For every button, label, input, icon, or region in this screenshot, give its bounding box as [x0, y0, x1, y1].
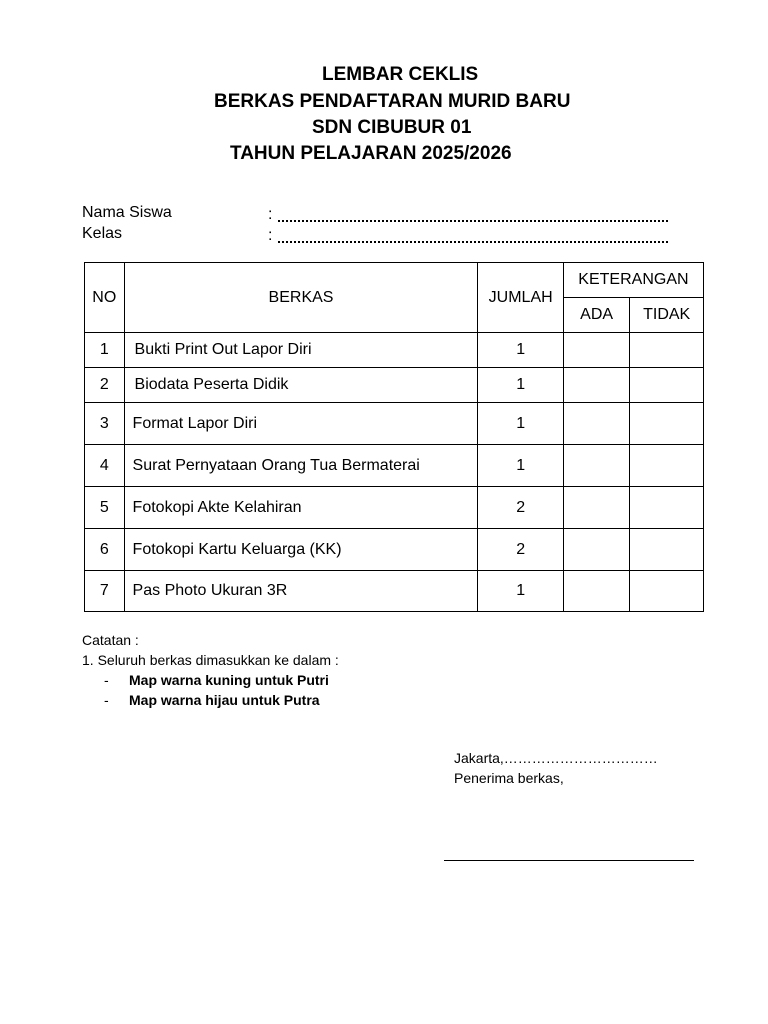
row-jumlah: 1 [478, 368, 563, 403]
row-jumlah: 1 [478, 403, 563, 445]
header-jumlah: JUMLAH [478, 263, 563, 333]
row-jumlah: 1 [478, 445, 563, 487]
row-berkas: Biodata Peserta Didik [124, 368, 478, 403]
row-ada-checkbox[interactable] [563, 571, 630, 612]
table-row [85, 571, 704, 612]
title-line-2: BERKAS PENDAFTARAN MURID BARU [214, 91, 571, 112]
table-row [85, 487, 704, 529]
signature-role: Penerima berkas, [454, 770, 564, 786]
row-no: 7 [85, 571, 125, 612]
row-no: 5 [85, 487, 125, 529]
row-ada-checkbox[interactable] [563, 445, 630, 487]
row-tidak-checkbox[interactable] [630, 333, 704, 368]
header-no: NO [85, 263, 125, 333]
row-berkas: Format Lapor Diri [124, 403, 478, 445]
nama-siswa-field[interactable] [278, 218, 668, 222]
notes-item-1: 1. Seluruh berkas dimasukkan ke dalam : [82, 652, 339, 668]
row-tidak-checkbox[interactable] [630, 403, 704, 445]
row-berkas: Fotokopi Akte Kelahiran [124, 487, 478, 529]
row-ada-checkbox[interactable] [563, 368, 630, 403]
row-no: 3 [85, 403, 125, 445]
title-line-4: TAHUN PELAJARAN 2025/2026 [230, 143, 512, 164]
header-keterangan: KETERANGAN [563, 263, 703, 298]
signature-place: Jakarta,…………………………… [454, 750, 658, 766]
title-line-3: SDN CIBUBUR 01 [312, 117, 472, 138]
row-jumlah: 2 [478, 487, 563, 529]
row-no: 2 [85, 368, 125, 403]
nama-siswa-label: Nama Siswa [82, 204, 172, 221]
nama-siswa-colon: : [268, 206, 273, 223]
title-line-1: LEMBAR CEKLIS [322, 64, 479, 85]
notes-sub-2: Map warna hijau untuk Putra [129, 692, 320, 708]
row-tidak-checkbox[interactable] [630, 571, 704, 612]
row-tidak-checkbox[interactable] [630, 529, 704, 571]
bullet-dash: - [104, 692, 109, 708]
row-jumlah: 2 [478, 529, 563, 571]
row-ada-checkbox[interactable] [563, 403, 630, 445]
checklist-table [84, 262, 704, 612]
row-berkas: Fotokopi Kartu Keluarga (KK) [124, 529, 478, 571]
table-row [85, 368, 704, 403]
notes-sub-item [82, 670, 339, 690]
table-row [85, 529, 704, 571]
row-jumlah: 1 [478, 333, 563, 368]
bullet-dash: - [104, 672, 109, 688]
row-ada-checkbox[interactable] [563, 529, 630, 571]
row-berkas: Surat Pernyataan Orang Tua Bermaterai [124, 445, 478, 487]
row-tidak-checkbox[interactable] [630, 368, 704, 403]
row-no: 1 [85, 333, 125, 368]
row-ada-checkbox[interactable] [563, 487, 630, 529]
row-no: 6 [85, 529, 125, 571]
row-berkas: Bukti Print Out Lapor Diri [124, 333, 478, 368]
notes-sub-1: Map warna kuning untuk Putri [129, 672, 329, 688]
kelas-label: Kelas [82, 225, 123, 242]
row-berkas: Pas Photo Ukuran 3R [124, 571, 478, 612]
row-jumlah: 1 [478, 571, 563, 612]
notes-sub-item [82, 690, 339, 710]
row-no: 4 [85, 445, 125, 487]
header-ada: ADA [563, 298, 630, 333]
header-berkas: BERKAS [124, 263, 478, 333]
kelas-field[interactable] [278, 239, 668, 243]
header-tidak: TIDAK [630, 298, 704, 333]
row-tidak-checkbox[interactable] [630, 445, 704, 487]
kelas-colon: : [268, 227, 273, 244]
row-ada-checkbox[interactable] [563, 333, 630, 368]
notes-section [82, 630, 339, 710]
table-row [85, 333, 704, 368]
signature-line[interactable] [444, 860, 694, 861]
table-row [85, 445, 704, 487]
notes-heading: Catatan : [82, 632, 139, 648]
row-tidak-checkbox[interactable] [630, 487, 704, 529]
table-row [85, 403, 704, 445]
